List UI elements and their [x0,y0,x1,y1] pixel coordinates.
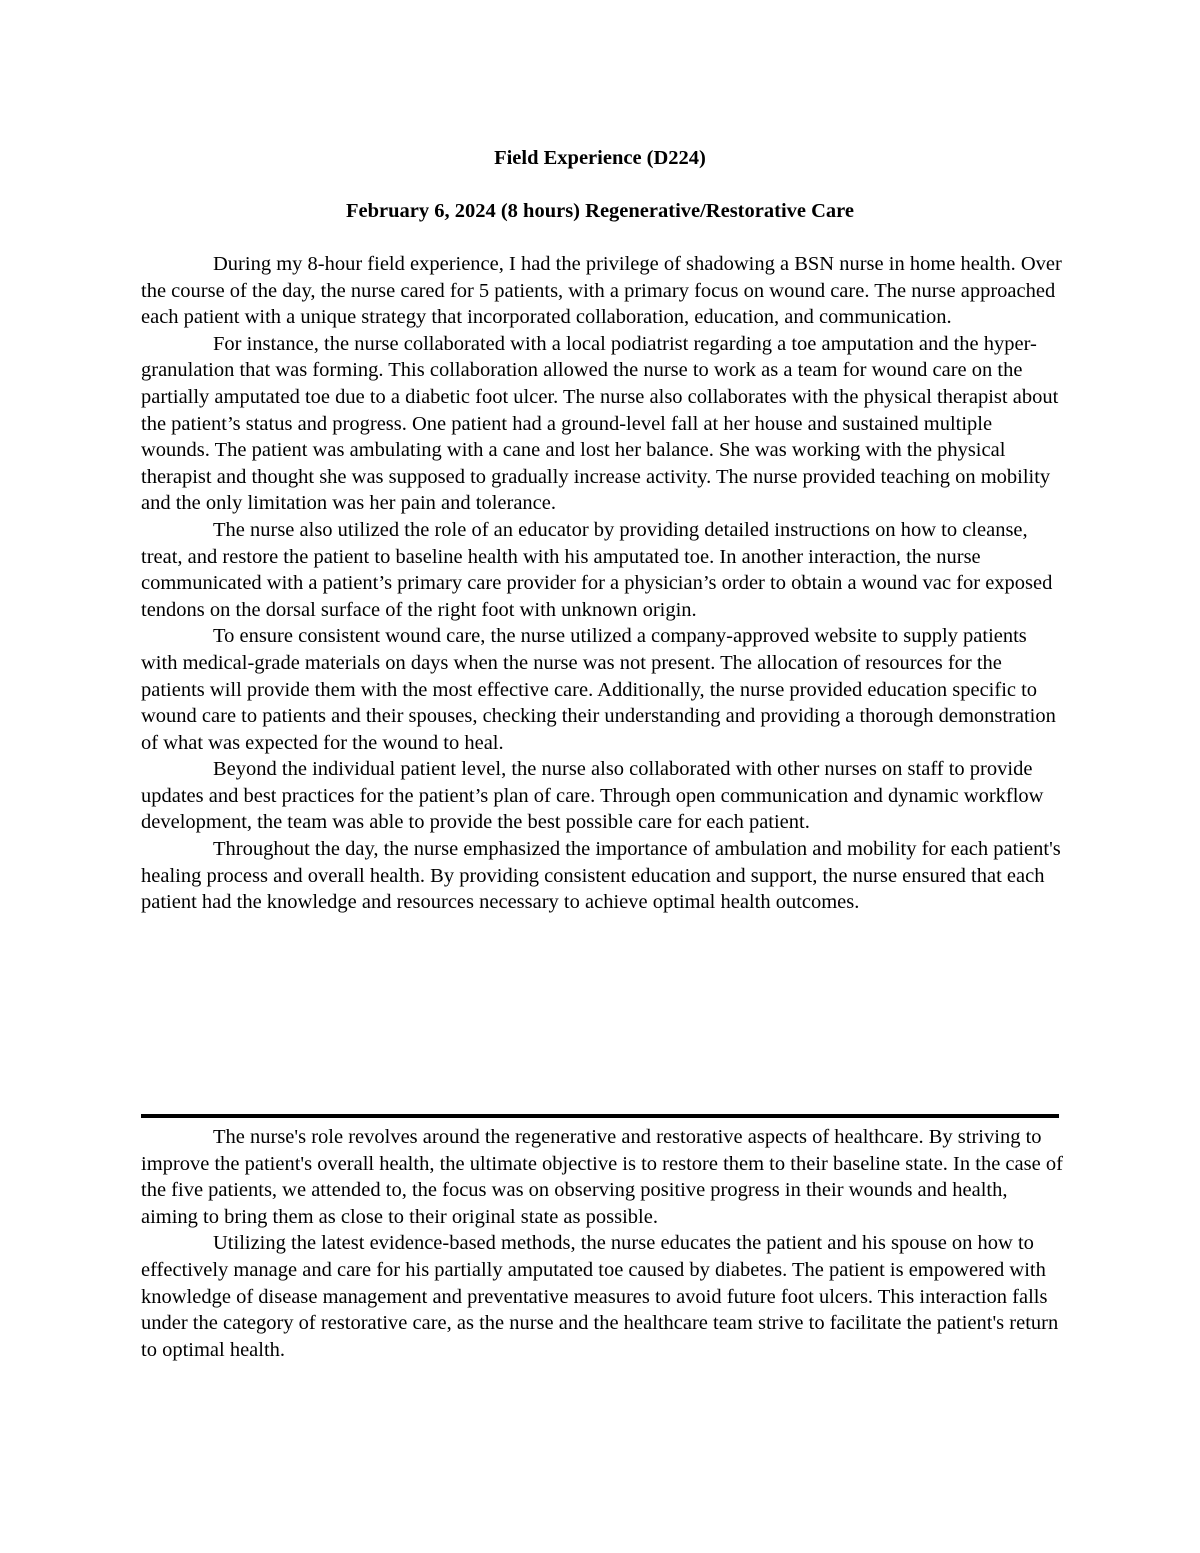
document-subtitle: February 6, 2024 (8 hours) Regenerative/Restorative Care [345,200,854,222]
paragraph: Throughout the day, the nurse emphasized the importance of ambulation and mobility for each patient's healing process and overall health. By providing consistent education and support, the nurse ensured that each patient had the knowledge and resources necessary to achieve optimal health outcomes. [141,838,1061,914]
paragraph: Beyond the individual patient level, the nurse also collaborated with other nurses on staff to provide updates and best practices for the patient’s plan of care. Through open communication and dynamic workflow development, the team was able to provide the best possible care for each patient. [141,758,1044,834]
body-section-main [141,251,1063,916]
paragraph: For instance, the nurse collaborated with a local podiatrist regarding a toe amputation and the hyper-granulation that was forming. This collaboration allowed the nurse to work as a team for wound care on the partially amputated toe due to a diabetic foot ulcer. The nurse also collaborates with the physical therapist about the patient’s status and progress. One patient had a ground-level fall at her house and sustained multiple wounds. The patient was ambulating with a cane and lost her balance. She was working with the physical therapist and thought she was supposed to gradually increase activity. The nurse provided teaching on mobility and the only limitation was her pain and tolerance. [141,332,1059,515]
horizontal-rule [141,1114,1059,1118]
document-title: Field Experience (D224) [494,147,706,169]
paragraph: The nurse's role revolves around the regenerative and restorative aspects of healthcare. By striving to improve the patient's overall health, the ultimate objective is to restore them to their baseline state. In the case of the five patients, we attended to, the focus was on observing positive progress in their wounds and health, aiming to bring them as close to their original state as possible. [141,1126,1063,1228]
paragraph: The nurse also utilized the role of an educator by providing detailed instructions on how to cleanse, treat, and restore the patient to baseline health with his amputated toe. In another interaction, the nurse communicated with a patient’s primary care provider for a physician’s order to obtain a wound vac for exposed tendons on the dorsal surface of the right foot with unknown origin. [141,518,1053,621]
paragraph: Utilizing the latest evidence-based methods, the nurse educates the patient and his spouse on how to effectively manage and care for his partially amputated toe caused by diabetes. The patient is empowered with knowledge of disease management and preventative measures to avoid future foot ulcers. This interaction falls under the category of restorative care, as the nurse and the healthcare team strive to facilitate the patient's return to optimal health. [141,1232,1059,1361]
paragraph: During my 8-hour field experience, I had the privilege of shadowing a BSN nurse in home health. Over the course of the day, the nurse cared for 5 patients, with a primary focus on wound care. The nurse approached each patient with a unique strategy that incorporated collaboration, education, and communication. [141,253,1062,329]
paragraph: To ensure consistent wound care, the nurse utilized a company-approved website to supply patients with medical-grade materials on days when the nurse was not present. The allocation of resources for the patients will provide them with the most effective care. Additionally, the nurse provided education specific to wound care to patients and their spouses, checking their understanding and providing a thorough demonstration of what was expected for the wound to heal. [141,625,1056,754]
body-section-after-rule [141,1124,1063,1363]
